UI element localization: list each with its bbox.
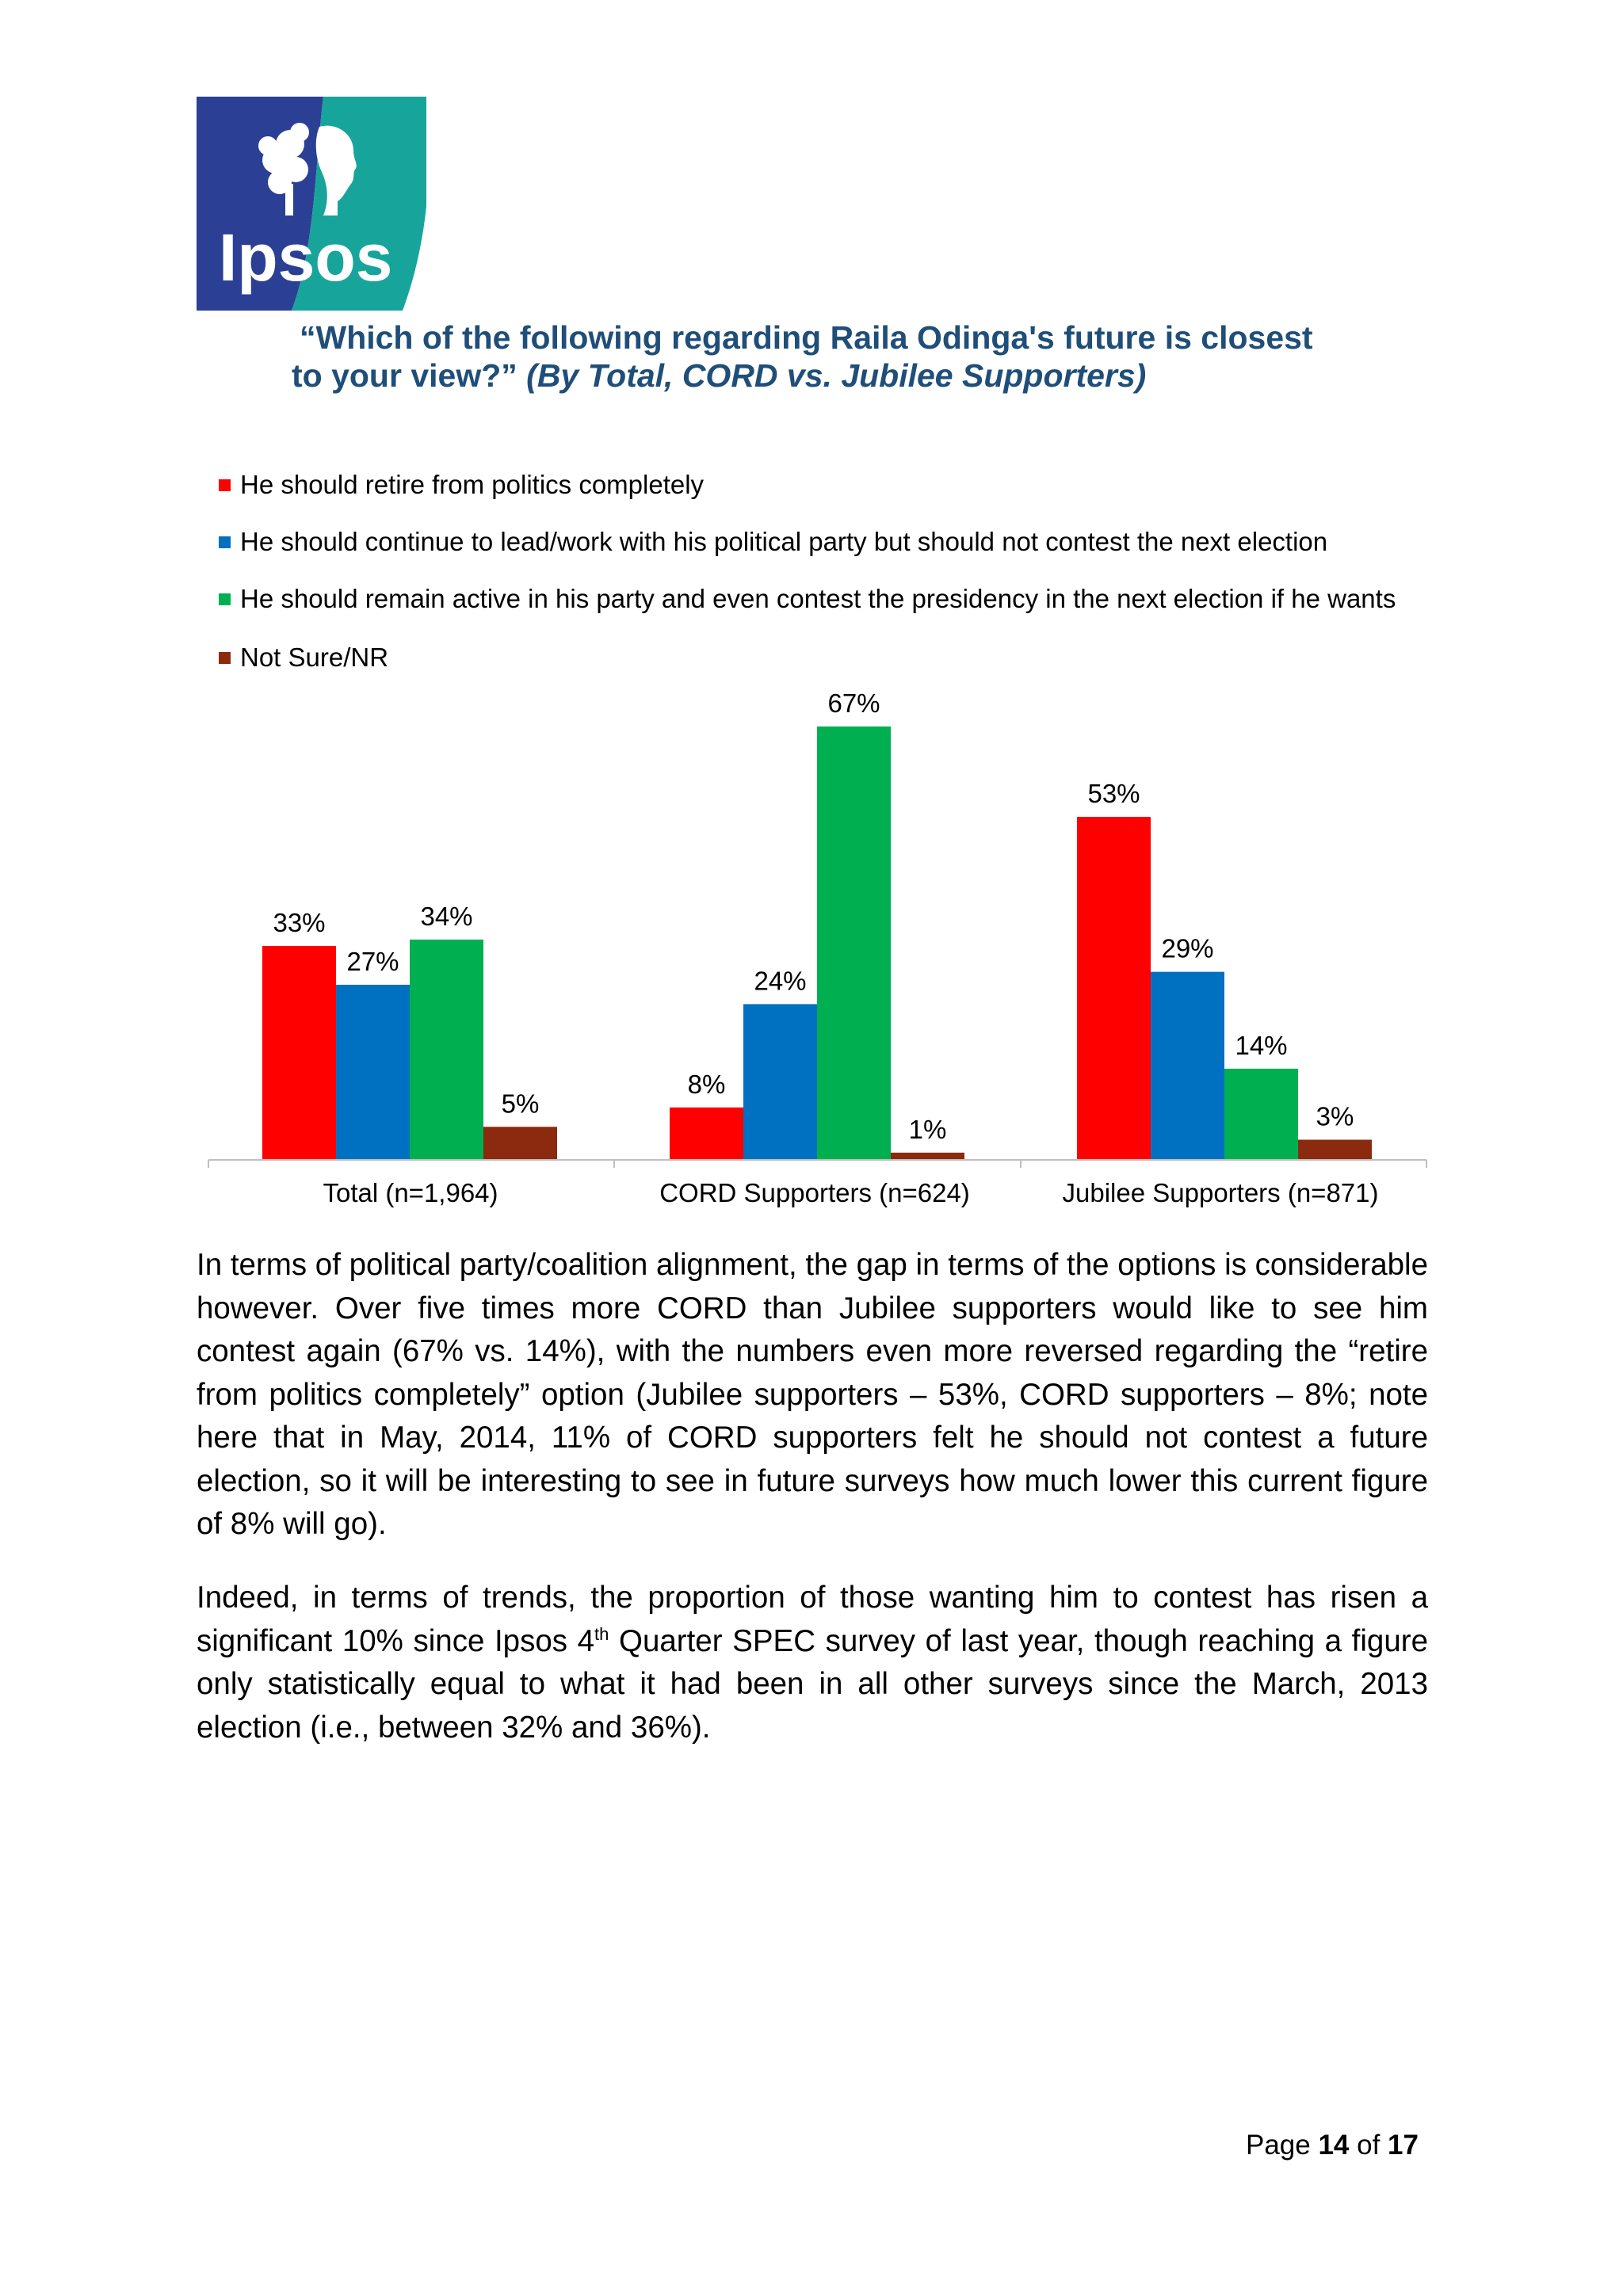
logo-text: Ipsos [219, 220, 393, 295]
data-label-1-3: 1% [908, 1114, 947, 1144]
data-label-0-0: 33% [273, 908, 326, 938]
page-of: of [1349, 2130, 1388, 2161]
legend-label: He should remain active in his party and even contest the presidency in the next election if he wants [240, 584, 1396, 613]
data-label-2-1: 29% [1161, 933, 1214, 963]
data-label-2-2: 14% [1235, 1030, 1288, 1060]
bar-0-0 [262, 946, 336, 1159]
data-label-0-2: 34% [420, 901, 473, 931]
bar-2-2 [1224, 1069, 1298, 1159]
heading-line-2 [292, 357, 1417, 395]
superscript-th: th [594, 1623, 609, 1644]
data-label-2-3: 3% [1316, 1101, 1354, 1131]
bar-1-3 [891, 1153, 964, 1159]
bar-2-3 [1298, 1140, 1372, 1159]
page-number [1246, 2130, 1419, 2161]
bar-1-2 [817, 727, 891, 1159]
chart-heading [292, 318, 1417, 395]
total-pages: 17 [1388, 2130, 1419, 2161]
bar-1-0 [670, 1108, 743, 1159]
data-label-1-0: 8% [687, 1069, 726, 1099]
current-page: 14 [1318, 2130, 1350, 2161]
heading-line-2-plain: to your view?” [292, 357, 517, 394]
data-label-1-2: 67% [827, 688, 880, 718]
paragraph-2-start: Indeed, in terms of trends, the proportion of those wanting him to contest has risen a significant 10% since Ipsos 4 [197, 1581, 1428, 1658]
bar-0-2 [410, 940, 483, 1159]
heading-line-1: “Which of the following regarding Raila Odinga's future is closest [300, 319, 1313, 356]
category-label-2: Jubilee Supporters (n=871) [1062, 1178, 1379, 1207]
bar-0-1 [336, 985, 410, 1159]
data-label-2-0: 53% [1087, 779, 1140, 809]
analysis-paragraph-2 [197, 1577, 1428, 1749]
legend-swatch [219, 536, 231, 548]
ipsos-logo [197, 97, 426, 311]
paragraph-2-end: Quarter SPEC survey of last year, though reaching a figure only statistically equal to what it had been in all other surveys since the March, 2013 election (i.e., between 32% and 36%). [197, 1623, 1428, 1745]
data-label-0-1: 27% [346, 946, 399, 976]
legend-label: He should continue to lead/work with his political party but should not contest the next election [240, 527, 1328, 556]
data-label-0-3: 5% [501, 1089, 540, 1119]
legend-label: Not Sure/NR [240, 643, 389, 672]
legend-swatch [219, 479, 231, 491]
analysis-paragraph-1: In terms of political party/coalition alignment, the gap in terms of the options is considerable however. Over five times more CORD than Jubilee supporters would like to see him contest again (67% vs. 14%), with the numbers even more reversed regarding the “retire from politics completely” option (Jubilee supporters – 53%, CORD supporters – 8%; note here that in May, 2014, 11% of CORD supporters felt he should not contest a future election, so it will be interesting to see in future surveys how much lower this current figure of 8% will go). [197, 1248, 1428, 1541]
bar-2-0 [1077, 817, 1151, 1159]
category-label-1: CORD Supporters (n=624) [659, 1178, 970, 1207]
legend-label: He should retire from politics completely [240, 470, 705, 499]
bar-1-1 [743, 1004, 817, 1159]
bar-0-3 [483, 1127, 557, 1159]
bar-2-1 [1151, 972, 1224, 1159]
heading-line-2-italic: (By Total, CORD vs. Jubilee Supporters) [526, 357, 1147, 394]
legend-swatch [219, 593, 231, 605]
page-prefix: Page [1246, 2130, 1319, 2161]
legend-swatch [219, 652, 231, 664]
category-label-0: Total (n=1,964) [323, 1178, 498, 1207]
data-label-1-1: 24% [754, 966, 807, 996]
